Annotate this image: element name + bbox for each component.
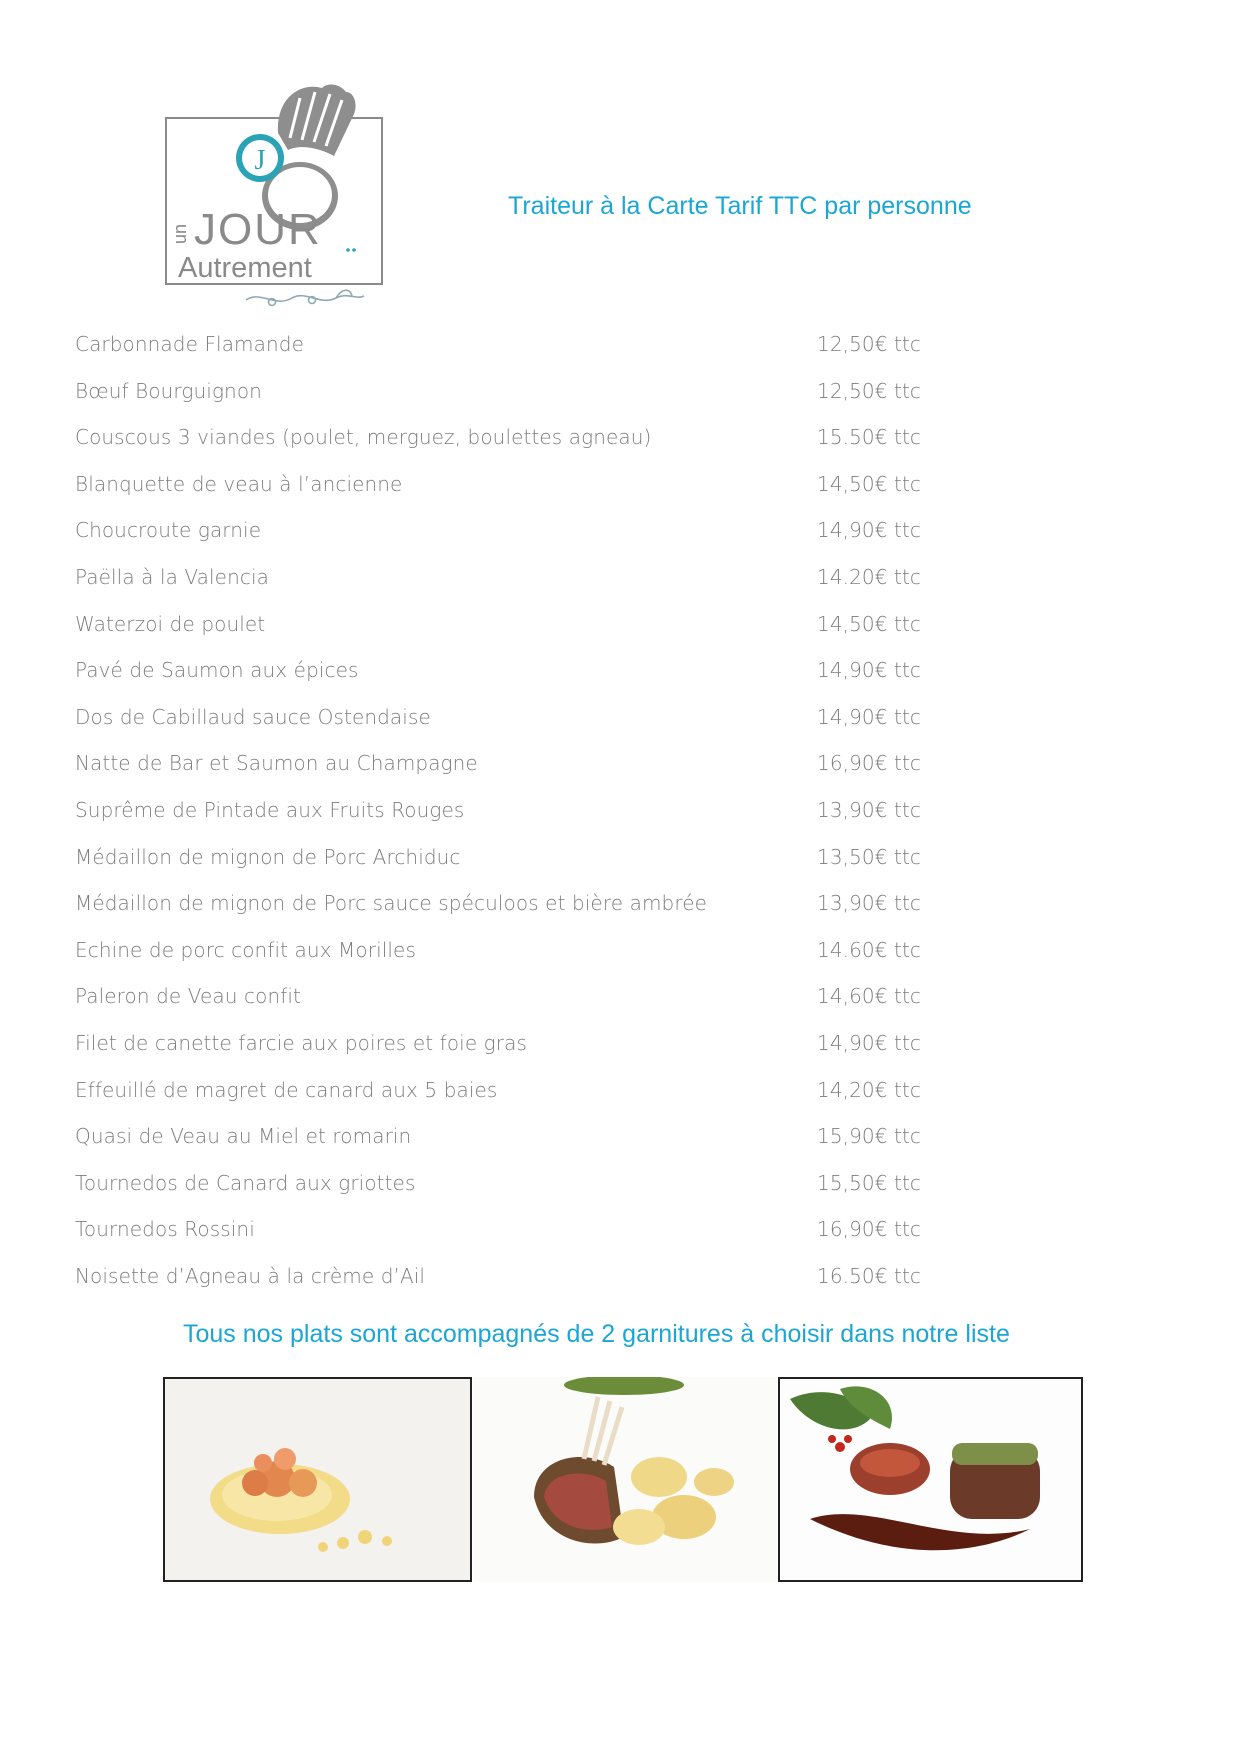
menu-item (75, 518, 975, 565)
dish-name: Couscous 3 viandes (poulet, merguez, boulettes agneau) (75, 425, 652, 450)
dish-photo-scallops (163, 1377, 472, 1582)
menu-item (75, 891, 975, 938)
page-title: Traiteur à la Carte Tarif TTC par personne (508, 192, 972, 220)
menu-item (75, 984, 975, 1031)
dish-name: Paëlla à la Valencia (75, 564, 269, 589)
menu-item (75, 938, 975, 985)
dish-name: Blanquette de veau à l’ancienne (75, 471, 403, 496)
menu-item (75, 379, 975, 426)
dish-price: 12,50€ ttc (817, 378, 922, 403)
dish-name: Dos de Cabillaud sauce Ostendaise (75, 704, 431, 729)
dish-price: 15,50€ ttc (817, 1170, 922, 1195)
dish-price: 14,20€ ttc (817, 1077, 922, 1102)
menu-item (75, 1171, 975, 1218)
dish-name: Choucroute garnie (75, 518, 262, 543)
menu-item (75, 1031, 975, 1078)
dish-name: Suprême de Pintade aux Fruits Rouges (75, 797, 465, 822)
garnish-note: Tous nos plats sont accompagnés de 2 garnitures à choisir dans notre liste (183, 1320, 1010, 1348)
dish-price: 16,90€ ttc (817, 751, 922, 776)
menu-list (75, 332, 975, 1310)
dish-price: 14,90€ ttc (817, 1030, 922, 1055)
menu-item (75, 1124, 975, 1171)
dish-name: Pavé de Saumon aux épices (75, 658, 359, 683)
dish-photo-lamb-rack (474, 1377, 776, 1582)
dish-price: 13,90€ ttc (817, 891, 922, 916)
menu-item (75, 845, 975, 892)
dish-price: 15.50€ ttc (817, 425, 922, 450)
dish-price: 15,90€ ttc (817, 1124, 922, 1149)
dish-price: 13,50€ ttc (817, 844, 922, 869)
dish-price: 12,50€ ttc (817, 332, 922, 356)
dish-price: 14,50€ ttc (817, 611, 922, 636)
menu-item (75, 612, 975, 659)
logo-brand-line2: Autrement (178, 252, 312, 284)
dish-name: Waterzoi de poulet (75, 611, 266, 636)
dish-price: 14,90€ ttc (817, 658, 922, 683)
dish-price: 16,90€ ttc (817, 1217, 922, 1242)
logo-brand-small: un (170, 223, 190, 244)
menu-item (75, 472, 975, 519)
dish-photo-beef-tournedos (778, 1377, 1083, 1582)
menu-item (75, 751, 975, 798)
dish-name: Echine de porc confit aux Morilles (75, 937, 416, 962)
dish-price: 14,60€ ttc (817, 984, 922, 1009)
dish-price: 14,50€ ttc (817, 471, 922, 496)
menu-item (75, 705, 975, 752)
dish-price: 16.50€ ttc (817, 1263, 922, 1288)
dish-price: 14,90€ ttc (817, 704, 922, 729)
dish-price: 14.60€ ttc (817, 937, 922, 962)
dish-name: Tournedos de Canard aux griottes (75, 1170, 416, 1195)
menu-item (75, 798, 975, 845)
menu-item (75, 658, 975, 705)
dish-name: Noisette d’Agneau à la crème d’Ail (75, 1263, 426, 1288)
menu-item (75, 1217, 975, 1264)
menu-item (75, 1264, 975, 1311)
dish-price: 14,90€ ttc (817, 518, 922, 543)
dish-price: 13,90€ ttc (817, 797, 922, 822)
dish-name: Paleron de Veau confit (75, 984, 301, 1009)
dish-name: Quasi de Veau au Miel et romarin (75, 1124, 412, 1149)
dish-photos (163, 1377, 1083, 1582)
logo (150, 78, 400, 313)
dish-price: 14.20€ ttc (817, 564, 922, 589)
dish-name: Bœuf Bourguignon (75, 378, 262, 403)
logo-monogram: J (254, 145, 266, 176)
dish-name: Tournedos Rossini (75, 1217, 255, 1242)
menu-item (75, 425, 975, 472)
logo-brand-large: JOUR (194, 205, 322, 254)
dish-name: Médaillon de mignon de Porc sauce spéculoos et bière ambrée (75, 891, 708, 916)
dish-name: Carbonnade Flamande (75, 332, 304, 356)
dish-name: Médaillon de mignon de Porc Archiduc (75, 844, 461, 869)
dish-name: Natte de Bar et Saumon au Champagne (75, 751, 478, 776)
flourish-ornament (246, 290, 364, 305)
dish-name: Filet de canette farcie aux poires et foie gras (75, 1030, 527, 1055)
menu-item (75, 565, 975, 612)
dish-name: Effeuillé de magret de canard aux 5 baies (75, 1077, 498, 1102)
menu-item (75, 332, 975, 379)
menu-item (75, 1078, 975, 1125)
